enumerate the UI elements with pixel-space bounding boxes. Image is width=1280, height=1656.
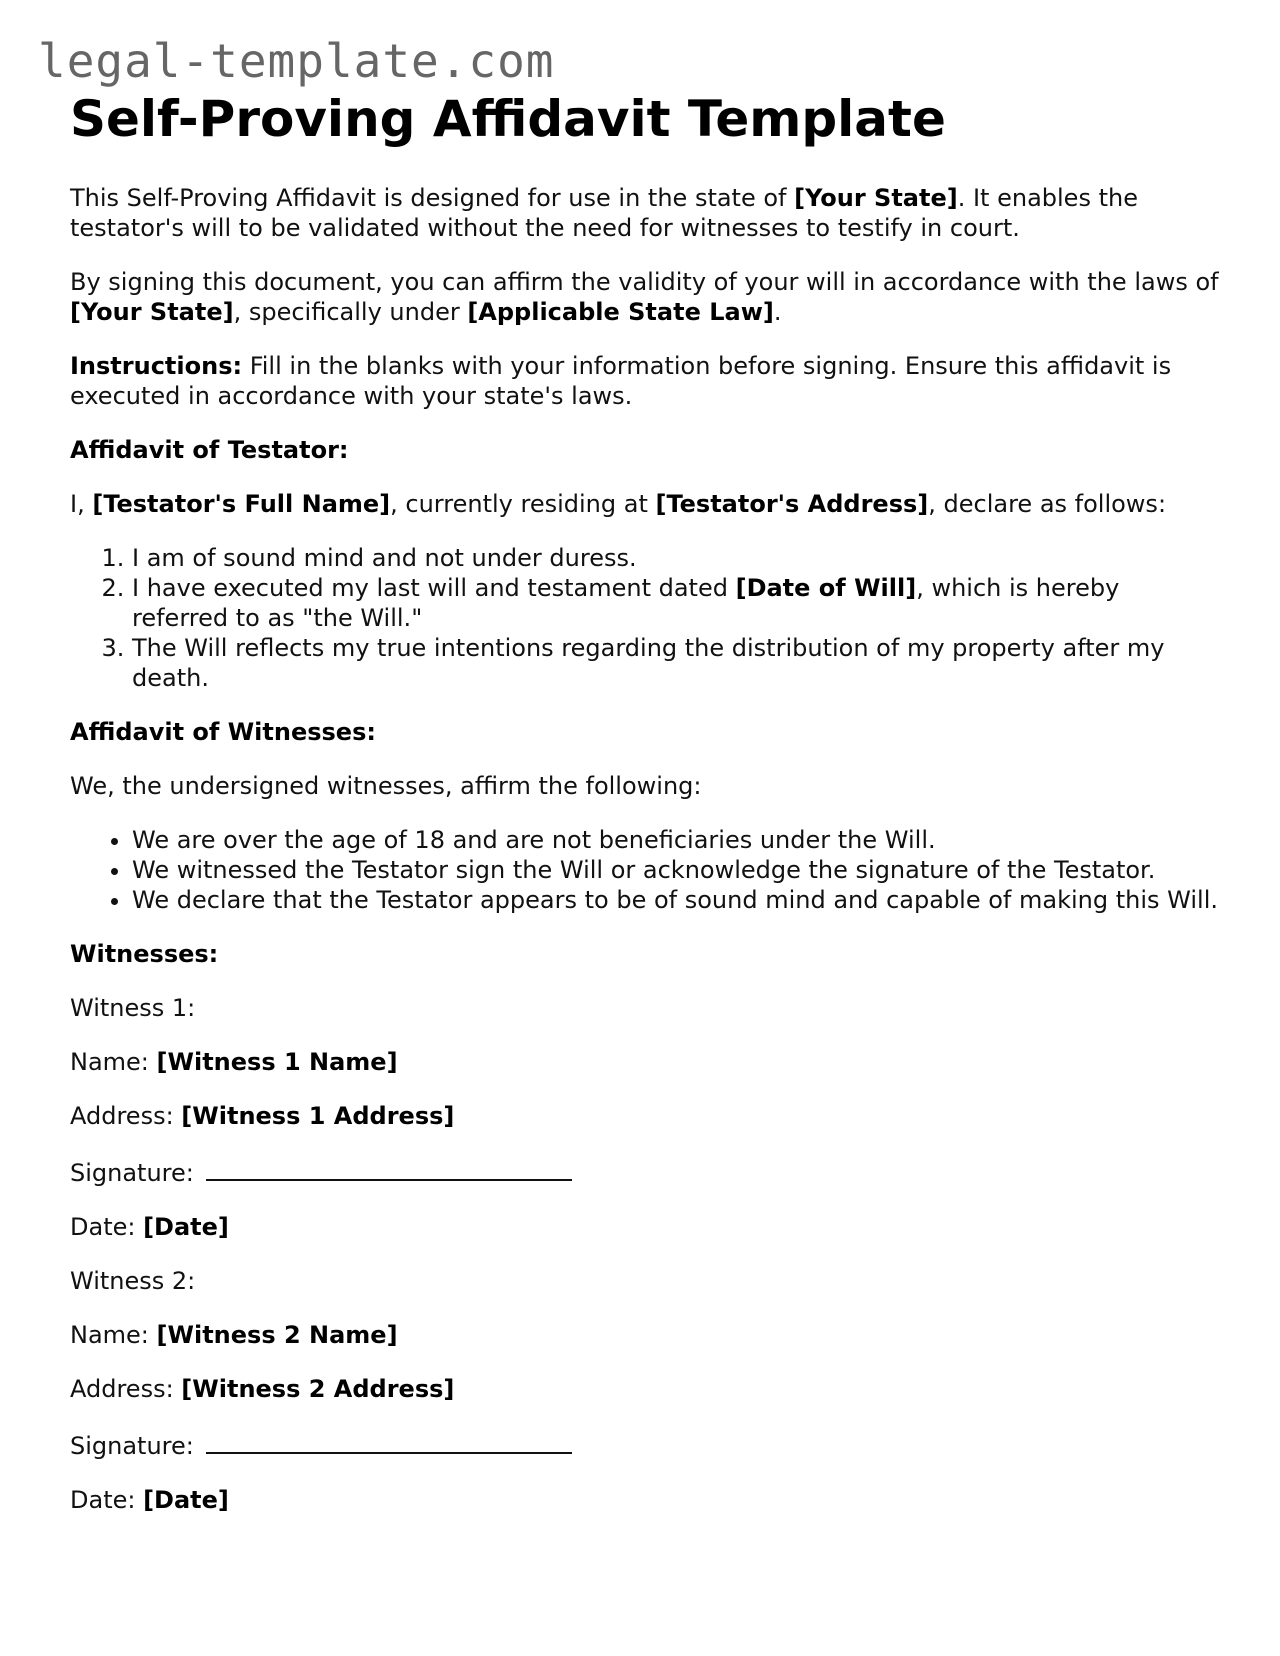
list-item: 3. The Will reflects my true intentions regarding the distribution of my property after my death. <box>132 633 1220 693</box>
list-item: • We declare that the Testator appears to be of sound mind and capable of making this Will. <box>132 885 1220 915</box>
witness-statements-list <box>70 825 1220 915</box>
witnesses-heading: Witnesses: <box>70 940 219 968</box>
witness-1-name-row: Name: [Witness 1 Name] <box>70 1048 398 1076</box>
witness-1-label: Witness 1: <box>70 994 196 1022</box>
witness-1-signature-line[interactable] <box>206 1155 572 1181</box>
witness-1-name: [Witness 1 Name] <box>156 1048 398 1076</box>
list-item: • We are over the age of 18 and are not beneficiaries under the Will. <box>132 825 1220 855</box>
intro-paragraph-1: This Self-Proving Affidavit is designed for use in the state of [Your State]. It enables the testator's will to be validated without the need for witnesses to testify in court. <box>70 184 1138 242</box>
page-title: Self-Proving Affidavit Template <box>70 90 946 148</box>
list-item: • We witnessed the Testator sign the Will or acknowledge the signature of the Testator. <box>132 855 1220 885</box>
witness-2-signature-row: Signature: <box>70 1428 1220 1461</box>
instructions-label: Instructions: <box>70 352 243 380</box>
list-item: 1. I am of sound mind and not under duress. <box>132 543 1220 573</box>
witness-1-date-row: Date: [Date] <box>70 1213 229 1241</box>
watermark-logo: legal-template.com <box>38 34 555 88</box>
witness-affidavit-intro: We, the undersigned witnesses, affirm the following: <box>70 772 702 800</box>
intro-paragraph-2: By signing this document, you can affirm the validity of your will in accordance with the laws of [Your State], specifically under [Applicable State Law]. <box>70 268 1219 326</box>
testator-declaration: I, [Testator's Full Name], currently residing at [Testator's Address], declare as follows: <box>70 490 1167 518</box>
witness-2-label: Witness 2: <box>70 1267 196 1295</box>
witness-2-date-row: Date: [Date] <box>70 1486 229 1514</box>
document-page <box>70 92 1220 1539</box>
witness-affidavit-heading: Affidavit of Witnesses: <box>70 718 376 746</box>
list-item: 2. I have executed my last will and testament dated [Date of Will], which is hereby referred to as "the Will." <box>132 573 1220 633</box>
witness-2-address: [Witness 2 Address] <box>181 1375 455 1403</box>
witness-2-address-row: Address: [Witness 2 Address] <box>70 1375 455 1403</box>
witness-1-address: [Witness 1 Address] <box>181 1102 455 1130</box>
instructions-paragraph: Instructions: Fill in the blanks with your information before signing. Ensure this affidavit is executed in accordance with your state's laws. <box>70 352 1172 410</box>
testator-name-placeholder: [Testator's Full Name] <box>92 490 391 518</box>
witness-2-name: [Witness 2 Name] <box>156 1321 398 1349</box>
will-date-placeholder: [Date of Will] <box>735 574 917 602</box>
witness-2-date: [Date] <box>143 1486 229 1514</box>
testator-address-placeholder: [Testator's Address] <box>655 490 929 518</box>
witness-1-address-row: Address: [Witness 1 Address] <box>70 1102 455 1130</box>
state-placeholder: [Your State] <box>70 298 234 326</box>
state-placeholder: [Your State] <box>794 184 958 212</box>
law-placeholder: [Applicable State Law] <box>467 298 774 326</box>
witness-1-signature-row: Signature: <box>70 1155 1220 1188</box>
witness-2-name-row: Name: [Witness 2 Name] <box>70 1321 398 1349</box>
witness-2-signature-line[interactable] <box>206 1428 572 1454</box>
witness-1-date: [Date] <box>143 1213 229 1241</box>
testator-statements-list <box>70 543 1220 693</box>
testator-heading: Affidavit of Testator: <box>70 436 349 464</box>
